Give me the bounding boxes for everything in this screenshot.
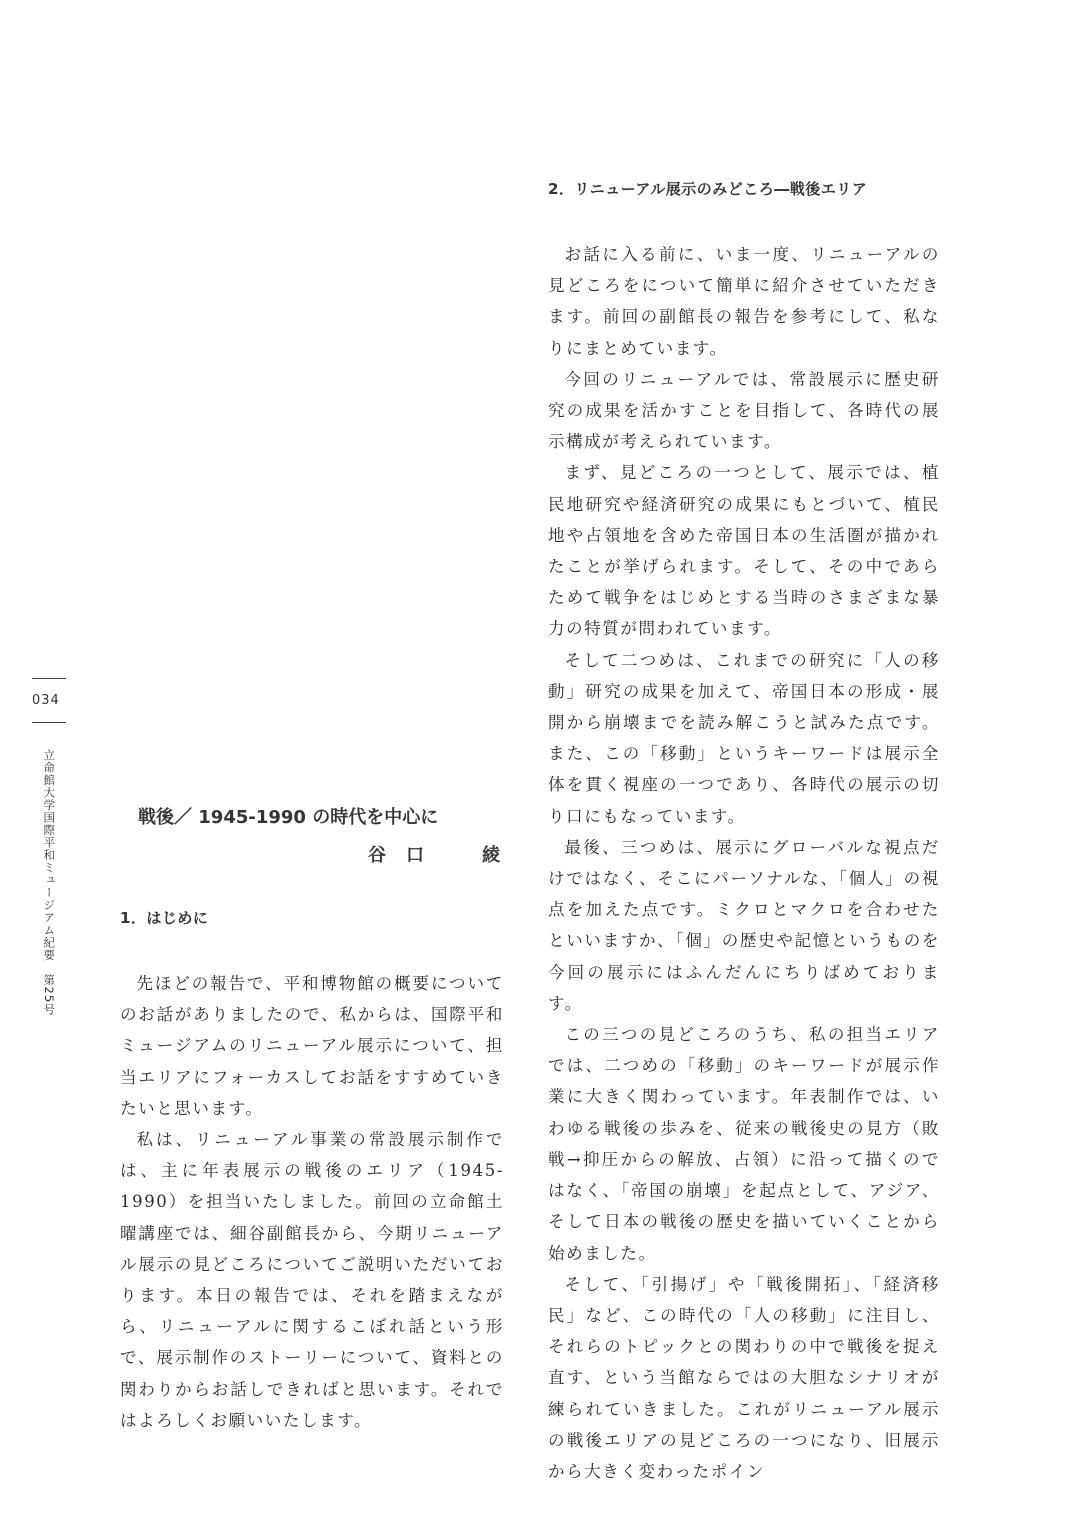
paragraph: この三つの見どころのうち、私の担当エリアでは、二つめの「移動」のキーワードが展示作業に大きく関わっています。年表制作では、いわゆる戦後の歩みを、従来の戦後史の見方（敗戦→抑圧からの解放、占領）に沿って描くのではなく、「帝国の崩壊」を起点として、アジア、そして日本の戦後の歴史を描いていくことから始めました。 bbox=[548, 1025, 940, 1263]
paragraph: 先ほどの報告で、平和博物館の概要についてのお話がありましたので、私からは、国際平和ミュージアムのリニューアル展示について、担当エリアにフォーカスしてお話をすすめていきたいと思います。 bbox=[120, 974, 504, 1118]
paragraph: 私は、リニューアル事業の常設展示制作では、主に年表展示の戦後のエリア（1945-1990）を担当いたしました。前回の立命館土曜講座では、細谷副館長から、今期リニューアル展示の見どころについてご説明いただいております。本日の報告では、それを踏まえながら、リニューアルに関するこぼれ話という形で、展示制作のストーリーについて、資料との関わりからお話しできればと思います。それではよろしくお願いいたします。 bbox=[120, 1130, 504, 1430]
section-body-2 bbox=[548, 239, 940, 1487]
article-author: 谷口 綾 bbox=[368, 845, 520, 866]
paragraph: 最後、三つめは、展示にグローバルな視点だけではなく、そこにパーソナルな、「個人」の視点を加えた点です。ミクロとマクロを合わせたといいますか、「個」の歴史や記憶というものを今回の展示にはふんだんにちりばめております。 bbox=[548, 837, 940, 1013]
sidebar-rule-top bbox=[32, 678, 66, 679]
section-heading-2: 2．リニューアル展示のみどころ―戦後エリア bbox=[548, 180, 868, 198]
section-body-1 bbox=[120, 968, 504, 1436]
article-title: 戦後／ 1945-1990 の時代を中心に bbox=[138, 807, 439, 828]
sidebar-rule-bottom bbox=[32, 722, 66, 723]
page-number: 034 bbox=[32, 693, 60, 708]
journal-name: 立命館大学国際平和ミュージアム紀要 第25号 bbox=[42, 749, 57, 1016]
paragraph: まず、見どころの一つとして、展示では、植民地研究や経済研究の成果にもとづいて、植民地や占領地を含めた帝国日本の生活圏が描かれたことが挙げられます。そして、その中であらためて戦争をはじめとする当時のさまざまな暴力の特質が問われています。 bbox=[548, 463, 940, 639]
page-sidebar bbox=[28, 678, 74, 1016]
left-column bbox=[120, 795, 520, 1436]
right-column bbox=[548, 178, 940, 1487]
paragraph: そして、「引揚げ」や「戦後開拓」、「経済移民」など、この時代の「人の移動」に注目し、それらのトピックとの関わりの中で戦後を捉え直す、という当館ならではの大胆なシナリオが練られていきました。これがリニューアル展示の戦後エリアの見どころの一つになり、旧展示から大きく変わったポイン bbox=[548, 1274, 940, 1481]
paragraph: 今回のリニューアルでは、常設展示に歴史研究の成果を活かすことを目指して、各時代の展示構成が考えられています。 bbox=[548, 369, 940, 452]
paragraph: お話に入る前に、いま一度、リニューアルの見どころをについて簡単に紹介させていただきます。前回の副館長の報告を参考にして、私なりにまとめています。 bbox=[548, 245, 940, 358]
section-heading-1: 1．はじめに bbox=[120, 909, 209, 927]
paragraph: そして二つめは、これまでの研究に「人の移動」研究の成果を加えて、帝国日本の形成・展開から崩壊までを読み解こうと試みた点です。また、この「移動」というキーワードは展示全体を貫く視座の一つであり、各時代の展示の切り口にもなっています。 bbox=[548, 650, 940, 826]
